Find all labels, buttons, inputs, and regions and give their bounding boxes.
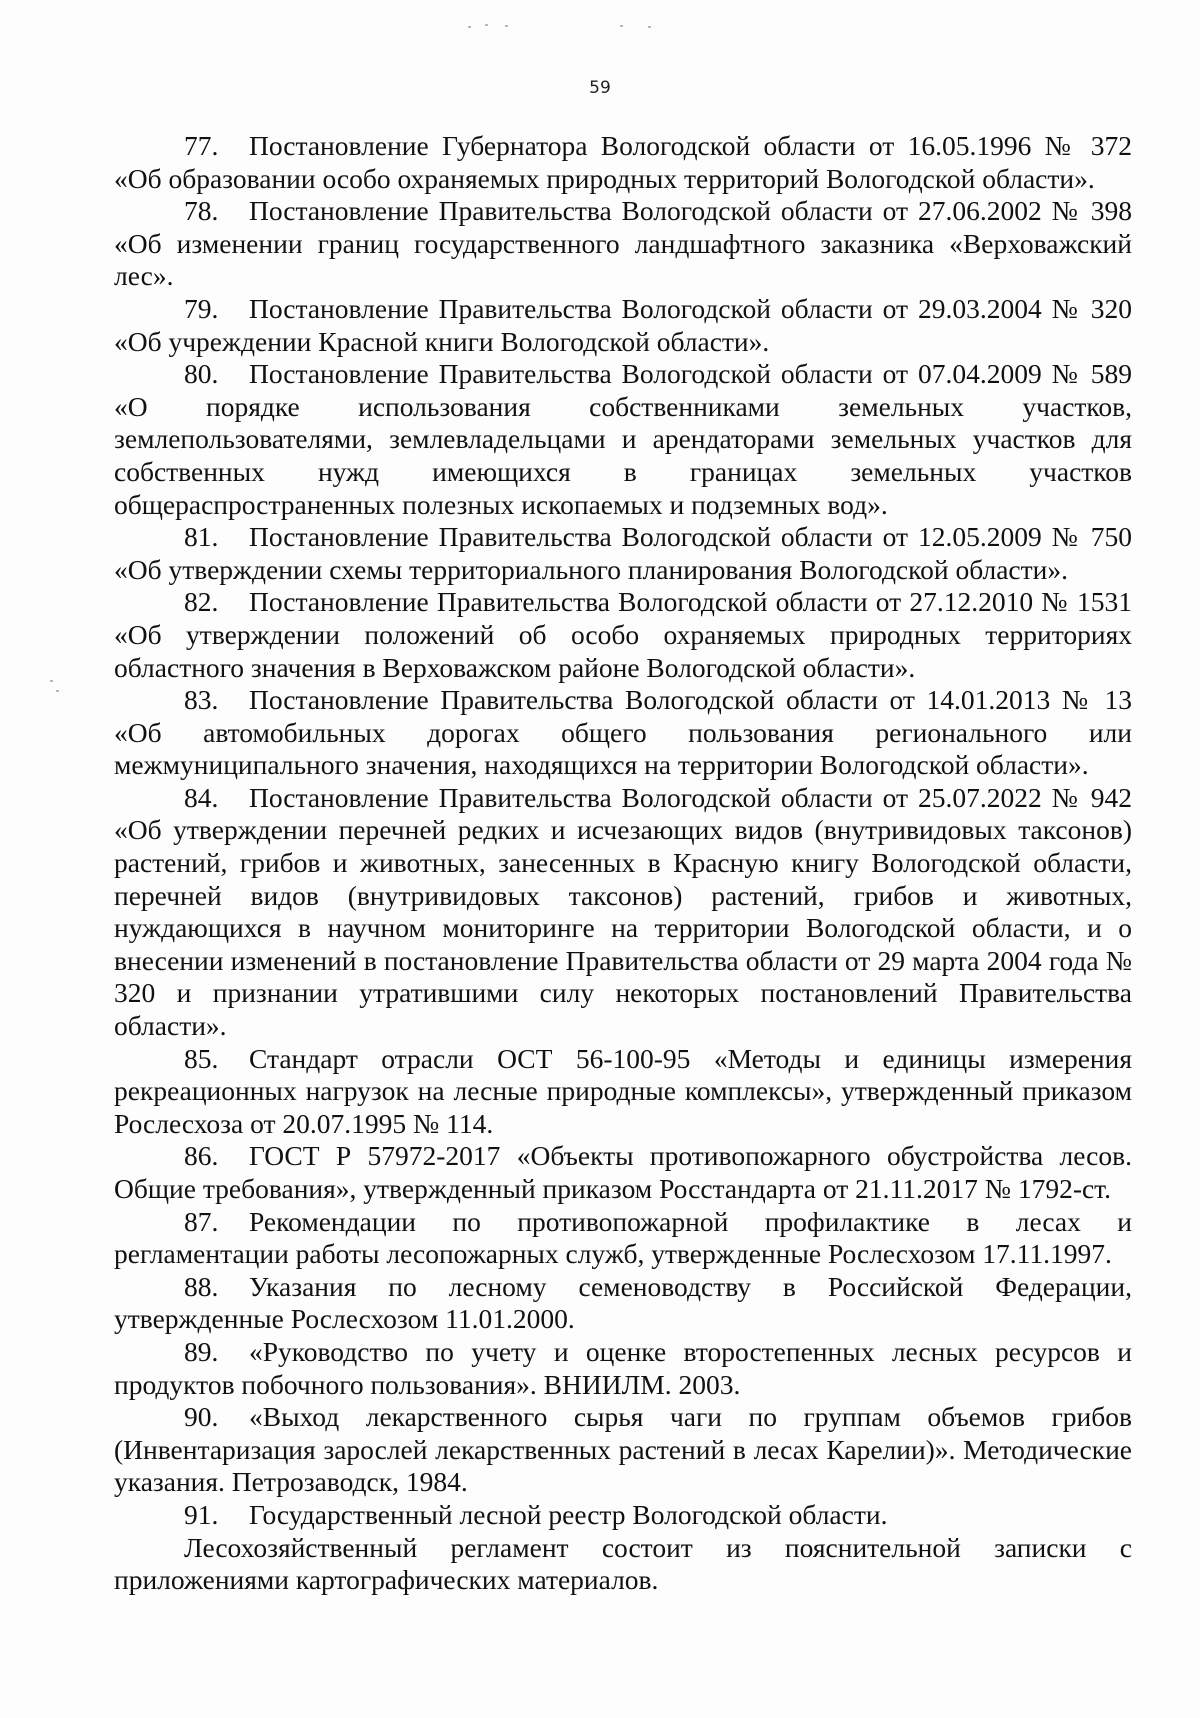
item-text: Рекомендации по противопожарной профилактике в лесах и регламентации работы лесопожарных служб, утвержденные Рослесхозом 17.11.1997. (114, 1205, 1132, 1270)
item-text: Постановление Правительства Вологодской области от 14.01.2013 № 13 «Об автомобильных дорогах общего пользования регионального или межмуниципального значения, находящихся на территории Вологодской области». (114, 684, 1132, 781)
item-text: Постановление Губернатора Вологодской области от 16.05.1996 № 372 «Об образовании особо охраняемых природных территорий Вологодской области». (114, 130, 1132, 194)
scan-artifact (620, 25, 623, 27)
item-number: 91. (184, 1498, 219, 1530)
item-text: Постановление Правительства Вологодской области от 07.04.2009 № 589 «О порядке использования собственниками земельных участков, землепользователями, землевладельцами и арендаторами земельных участков для собственных нужд имеющихся в границах земельных участков общераспространенных полезных ископаемых и подземных вод». (114, 358, 1132, 520)
list-item (114, 1140, 1132, 1205)
list-item (114, 1401, 1132, 1499)
scan-artifact (50, 680, 53, 682)
item-text: ГОСТ Р 57972-2017 «Объекты противопожарного обустройства лесов. Общие требования», утвержденный приказом Росстандарта от 21.11.2017 № 1792-ст. (114, 1140, 1132, 1204)
item-text: Постановление Правительства Вологодской области от 27.12.2010 № 1531 «Об утверждении положений об особо охраняемых природных территориях областного значения в Верховажском районе Вологодской области». (114, 586, 1132, 683)
list-item (114, 1499, 1132, 1532)
item-number: 88. (184, 1270, 219, 1302)
list-item (114, 684, 1132, 782)
list-item (114, 782, 1132, 1043)
item-text: Государственный лесной реестр Вологодской области. (249, 1498, 888, 1530)
document-body (114, 130, 1132, 1597)
list-item (114, 195, 1132, 293)
item-number: 90. (184, 1401, 219, 1433)
item-text: Стандарт отрасли ОСТ 56-100-95 «Методы и единицы измерения рекреационных нагрузок на лесные природные комплексы», утвержденный приказом Рослесхоза от 20.07.1995 № 114. (114, 1042, 1132, 1139)
item-number: 80. (184, 358, 219, 390)
page-number: 59 (589, 78, 611, 98)
item-number: 78. (184, 195, 219, 227)
item-number: 83. (184, 684, 219, 716)
item-text: Постановление Правительства Вологодской области от 25.07.2022 № 942 «Об утверждении перечней редких и исчезающих видов (внутривидовых таксонов) растений, грибов и животных, занесенных в Красную книгу Вологодской области, перечней видов (внутривидовых таксонов) растений, грибов и животных, нуждающихся в научном мониторинге на территории Вологодской области, и о внесении изменений в постановление Правительства области от 29 марта 2004 года № 320 и признании утратившими силу некоторых постановлений Правительства области». (114, 781, 1132, 1042)
scan-artifact (468, 26, 471, 28)
item-text: «Выход лекарственного сырья чаги по группам объемов грибов (Инвентаризация зарослей лекарственных растений в лесах Карелии)». Методические указания. Петрозаводск, 1984. (114, 1401, 1132, 1498)
closing-paragraph: Лесохозяйственный регламент состоит из пояснительной записки с приложениями картографических материалов. (114, 1531, 1132, 1596)
list-item (114, 521, 1132, 586)
item-number: 85. (184, 1042, 219, 1074)
item-text: Постановление Правительства Вологодской области от 27.06.2002 № 398 «Об изменении границ государственного ландшафтного заказника «Верховажский лес». (114, 195, 1132, 292)
item-number: 79. (184, 292, 219, 324)
scan-artifact (485, 24, 488, 26)
list-item (114, 130, 1132, 195)
list-item (114, 293, 1132, 358)
scan-artifact (56, 690, 59, 692)
list-item (114, 358, 1132, 521)
list-item (114, 1206, 1132, 1271)
item-number: 89. (184, 1335, 219, 1367)
item-number: 81. (184, 521, 219, 553)
item-text: «Руководство по учету и оценке второстепенных лесных ресурсов и продуктов побочного пользования». ВНИИЛМ. 2003. (114, 1335, 1132, 1400)
item-number: 82. (184, 586, 219, 618)
item-number: 84. (184, 781, 219, 813)
list-item (114, 1336, 1132, 1401)
item-number: 77. (184, 130, 219, 161)
list-item (114, 586, 1132, 684)
item-text: Постановление Правительства Вологодской области от 12.05.2009 № 750 «Об утверждении схемы территориального планирования Вологодской области». (114, 521, 1132, 585)
scan-artifact (648, 26, 651, 28)
item-number: 87. (184, 1205, 219, 1237)
item-text: Указания по лесному семеноводству в Российской Федерации, утвержденные Рослесхозом 11.01.2000. (114, 1270, 1132, 1335)
list-item (114, 1271, 1132, 1336)
scan-artifact (505, 25, 508, 27)
list-item (114, 1043, 1132, 1141)
item-text: Постановление Правительства Вологодской области от 29.03.2004 № 320 «Об учреждении Красной книги Вологодской области». (114, 292, 1132, 357)
item-number: 86. (184, 1140, 219, 1172)
